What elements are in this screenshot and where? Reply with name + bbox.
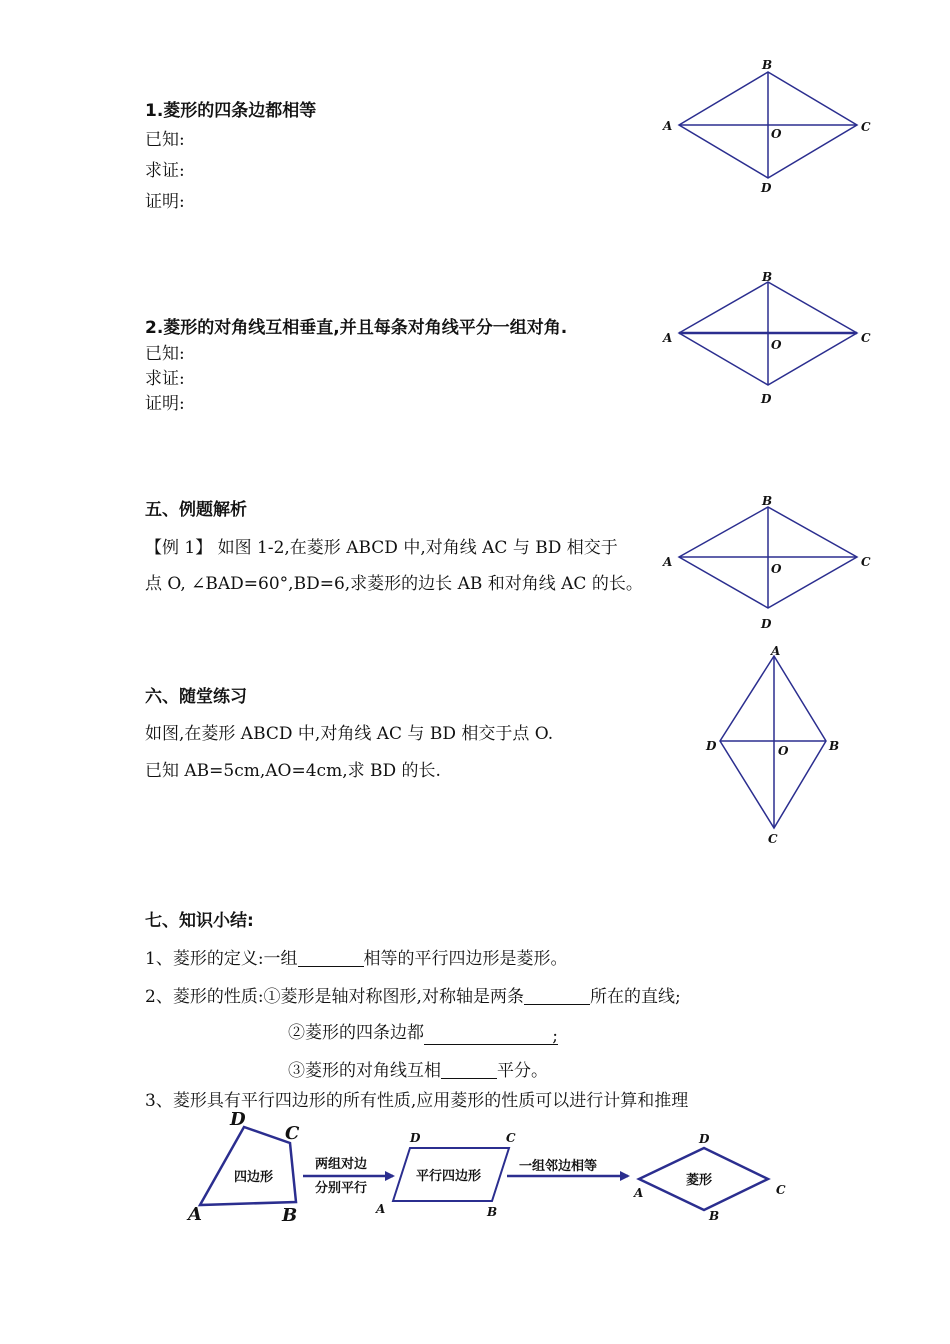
rhombus-figure-2 xyxy=(679,282,857,385)
fig4-label-c: C xyxy=(768,832,778,846)
summary-item1-prefix: 1、菱形的定义:一组 xyxy=(145,949,298,969)
para-label-a: A xyxy=(376,1202,386,1216)
fig3-label-a: A xyxy=(663,555,673,569)
fig2-label-a: A xyxy=(663,331,673,345)
fig2-label-b: B xyxy=(762,270,773,284)
quad-label-c: C xyxy=(285,1123,300,1144)
arrow-1-label-bottom: 分别平行 xyxy=(315,1181,368,1196)
fig4-label-o: O xyxy=(778,744,789,758)
fig1-label-c: C xyxy=(861,120,871,134)
rhombus-label: 菱形 xyxy=(686,1173,713,1188)
fig4-label-a: A xyxy=(771,644,781,658)
summary-sides-prefix: ②菱形的四条边都 xyxy=(288,1023,424,1043)
flow-rhombus xyxy=(639,1148,768,1210)
quad-label-b: B xyxy=(282,1205,298,1226)
fig3-label-b: B xyxy=(762,494,773,508)
practice-line2: 已知 AB=5cm,AO=4cm,求 BD 的长. xyxy=(145,761,441,781)
example1-line2: 点 O, ∠BAD=60°,BD=6,求菱形的边长 AB 和对角线 AC 的长。 xyxy=(145,574,643,594)
flow-arrow-2 xyxy=(507,1158,628,1176)
fig1-label-b: B xyxy=(762,58,773,72)
quad-label-a: A xyxy=(188,1204,202,1225)
fig1-label-o: O xyxy=(771,127,782,141)
summary-item2-prefix: 2、菱形的性质:①菱形是轴对称图形,对称轴是两条 xyxy=(145,987,524,1007)
fig2-label-d: D xyxy=(761,392,772,406)
para-label-d: D xyxy=(410,1131,421,1145)
quadrilateral-shape xyxy=(200,1127,296,1205)
arrow-2-label: 一组邻边相等 xyxy=(519,1159,598,1174)
rhombus-label-d: D xyxy=(699,1132,710,1146)
flow-quadrilateral xyxy=(200,1127,296,1205)
section5-heading: 五、例题解析 xyxy=(145,500,247,520)
practice-line1: 如图,在菱形 ABCD 中,对角线 AC 与 BD 相交于点 O. xyxy=(145,724,554,744)
para-label-c: C xyxy=(506,1131,516,1145)
rhombus-outline xyxy=(720,656,826,828)
prop1-given: 已知: xyxy=(145,130,185,150)
quad-label-d: D xyxy=(230,1109,246,1130)
rhombus-figure-3 xyxy=(679,507,857,608)
flow-arrow-1 xyxy=(303,1156,393,1196)
summary-item3: 3、菱形具有平行四边形的所有性质,应用菱形的性质可以进行计算和推理 xyxy=(145,1091,689,1111)
flow-parallelogram xyxy=(393,1148,509,1201)
rhombus-figure-1 xyxy=(679,72,857,178)
fig1-label-a: A xyxy=(663,119,673,133)
summary-item1-suffix: 相等的平行四边形是菱形。 xyxy=(363,949,568,969)
quadrilateral-label: 四边形 xyxy=(234,1170,274,1185)
example1-line1: 【例 1】 如图 1-2,在菱形 ABCD 中,对角线 AC 与 BD 相交于 xyxy=(145,538,618,558)
prop2-proof: 证明: xyxy=(145,394,185,414)
rhombus-label-a: A xyxy=(634,1186,644,1200)
fig3-label-d: D xyxy=(761,617,772,631)
fig3-label-c: C xyxy=(861,555,871,569)
summary-diagonals-suffix: 平分。 xyxy=(497,1061,548,1081)
para-label-b: B xyxy=(487,1205,498,1219)
prop1-proof: 证明: xyxy=(145,192,185,212)
rhombus-figure-4 xyxy=(720,656,826,828)
rhombus-label-c: C xyxy=(776,1183,786,1197)
section6-heading: 六、随堂练习 xyxy=(145,687,247,707)
fig4-label-d: D xyxy=(706,739,717,753)
arrow-1-label-top: 两组对边 xyxy=(315,1157,368,1172)
section7-heading: 七、知识小结: xyxy=(145,911,254,931)
prop2-given: 已知: xyxy=(145,344,185,364)
fig2-label-c: C xyxy=(861,331,871,345)
prop2-prove: 求证: xyxy=(145,369,185,389)
summary-sides-end: ; xyxy=(552,1026,558,1046)
fig1-label-d: D xyxy=(761,181,772,195)
fig4-label-b: B xyxy=(829,739,840,753)
prop2-title: 2.菱形的对角线互相垂直,并且每条对角线平分一组对角. xyxy=(145,318,568,338)
summary-item2-suffix: 所在的直线; xyxy=(589,987,681,1007)
rhombus-label-b: B xyxy=(709,1209,720,1223)
prop1-prove: 求证: xyxy=(145,161,185,181)
summary-diagonals-prefix: ③菱形的对角线互相 xyxy=(288,1061,441,1081)
parallelogram-label: 平行四边形 xyxy=(416,1169,482,1184)
prop1-title: 1.菱形的四条边都相等 xyxy=(145,101,317,121)
fig3-label-o: O xyxy=(771,562,782,576)
fig2-label-o: O xyxy=(771,338,782,352)
